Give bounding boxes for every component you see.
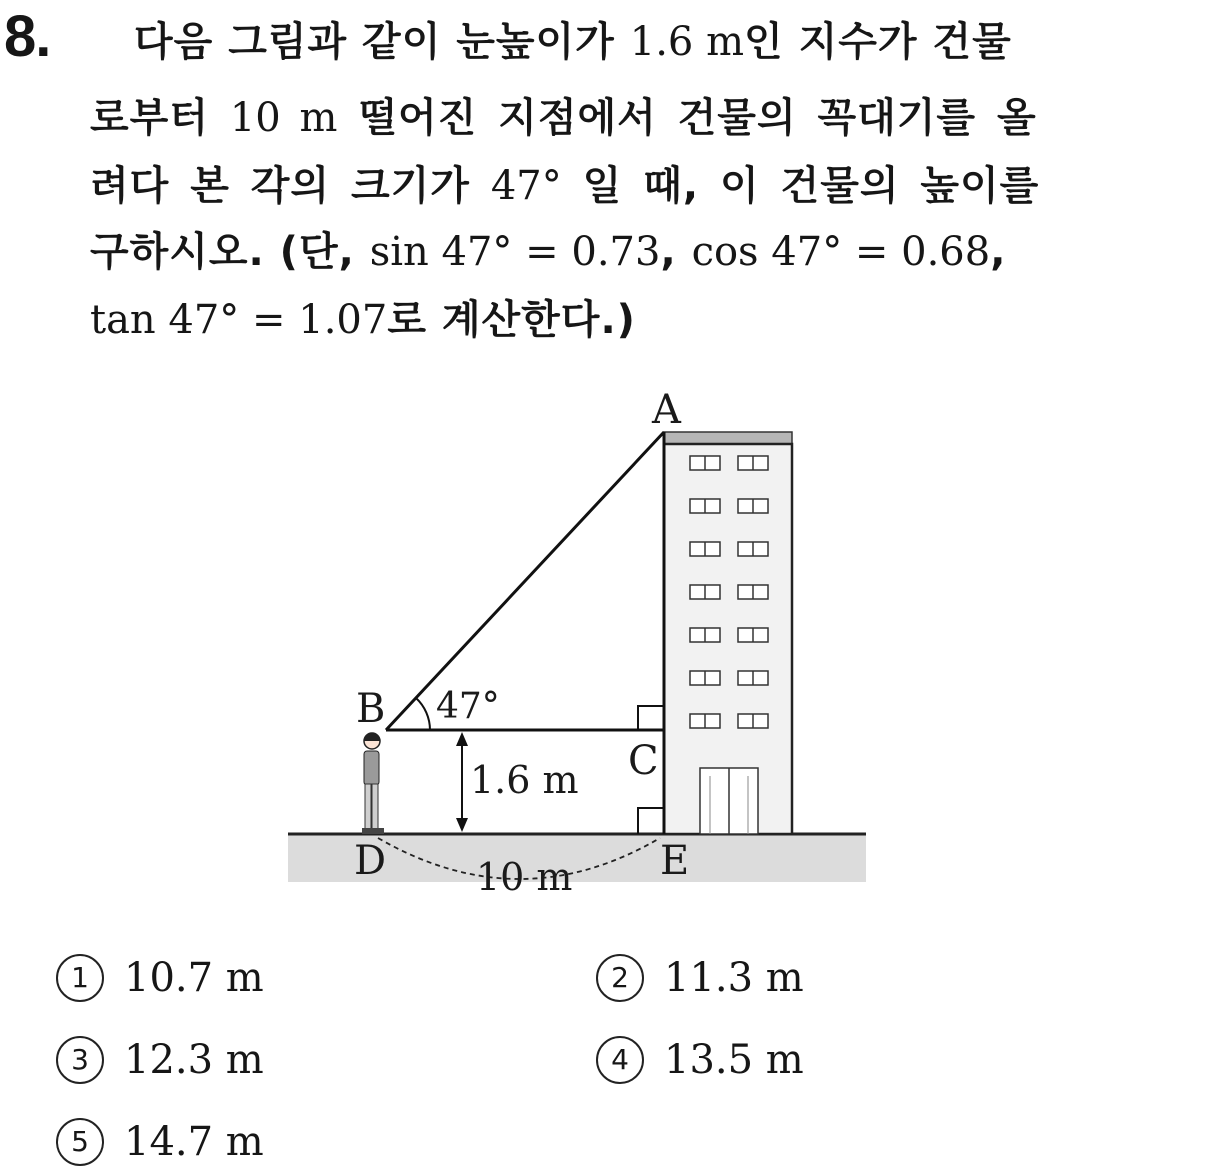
right-angle-e xyxy=(638,808,664,834)
choice-mark: 4 xyxy=(596,1036,644,1084)
text-segment: 인 지수가 건물 xyxy=(744,19,1012,65)
label-d: D xyxy=(354,838,387,884)
choice-text: 14.7 m xyxy=(124,1119,264,1165)
window-icon xyxy=(738,714,768,728)
choice-mark: 2 xyxy=(596,954,644,1002)
question-number: 8. xyxy=(4,4,51,69)
window-icon xyxy=(690,542,720,556)
window-icon xyxy=(738,499,768,513)
window-icon xyxy=(690,585,720,599)
text-segment: 로부터 xyxy=(90,95,230,141)
math-segment: 47° xyxy=(490,163,562,209)
text-segment: 로 계산한다.) xyxy=(387,297,636,343)
label-b: B xyxy=(356,686,386,732)
math-segment: sin 47° = 0.73 xyxy=(369,229,661,275)
text-segment: 려다 본 각의 크기가 xyxy=(90,163,491,209)
choice-mark: 1 xyxy=(56,954,104,1002)
choice-3[interactable] xyxy=(56,1032,264,1085)
choice-text: 12.3 m xyxy=(124,1037,264,1083)
window-icon xyxy=(690,628,720,642)
window-icon xyxy=(738,456,768,470)
window-icon xyxy=(738,628,768,642)
height-arrow xyxy=(456,732,468,832)
text-segment: 떨어진 지점에서 건물의 꼭대기를 올 xyxy=(337,95,1037,141)
person-figure-icon xyxy=(362,733,384,834)
math-segment: 1.6 m xyxy=(629,19,745,65)
distance-label: 10 m xyxy=(476,855,573,899)
label-e: E xyxy=(660,838,690,884)
math-segment: tan 47° = 1.07 xyxy=(90,297,388,343)
math-segment: cos 47° = 0.68 xyxy=(691,229,991,275)
choice-2[interactable] xyxy=(596,950,804,1003)
angle-label: 47° xyxy=(436,686,500,727)
choice-text: 10.7 m xyxy=(124,955,264,1001)
choice-mark: 3 xyxy=(56,1036,104,1084)
window-icon xyxy=(690,714,720,728)
angle-arc xyxy=(416,698,430,730)
window-icon xyxy=(738,542,768,556)
eye-height-label: 1.6 m xyxy=(470,758,579,802)
text-segment: , xyxy=(990,229,1007,275)
window-icon xyxy=(738,671,768,685)
text-segment: , xyxy=(660,229,692,275)
text-segment: 구하시오. (단, xyxy=(90,229,370,275)
choice-text: 11.3 m xyxy=(664,955,804,1001)
choice-mark: 5 xyxy=(56,1118,104,1166)
choice-5[interactable] xyxy=(56,1114,264,1167)
building-icon xyxy=(664,432,792,834)
right-angle-c xyxy=(638,706,664,730)
window-icon xyxy=(690,499,720,513)
text-segment: 일 때, 이 건물의 높이를 xyxy=(561,163,1040,209)
window-icon xyxy=(690,456,720,470)
window-icon xyxy=(738,585,768,599)
window-icon xyxy=(690,671,720,685)
text-segment: 다음 그림과 같이 눈높이가 xyxy=(134,19,630,65)
line-ba xyxy=(386,432,664,730)
choice-text: 13.5 m xyxy=(664,1037,804,1083)
label-a: A xyxy=(652,387,681,433)
math-segment: 10 m xyxy=(229,95,338,141)
label-c: C xyxy=(628,738,659,784)
choice-1[interactable] xyxy=(56,950,264,1003)
choice-4[interactable] xyxy=(596,1032,804,1085)
